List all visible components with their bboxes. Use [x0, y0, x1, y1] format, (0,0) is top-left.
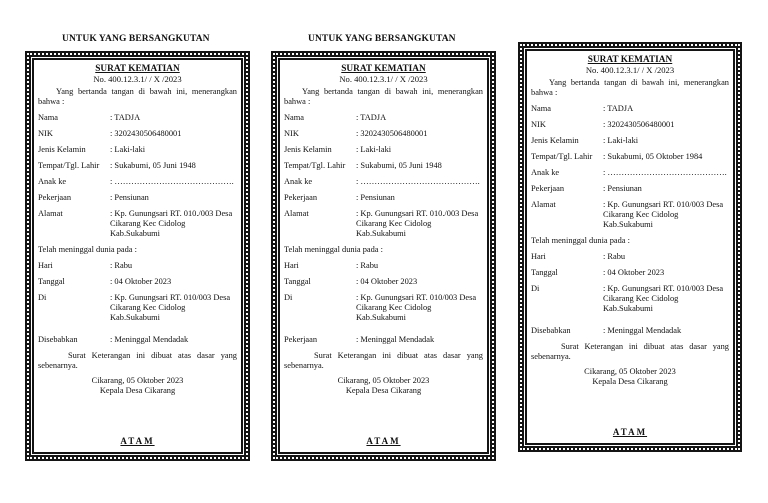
field-date — [531, 268, 729, 278]
field-label: Di — [38, 293, 47, 302]
field-nik — [38, 129, 237, 139]
field-address — [284, 209, 483, 239]
field-value: : Pensiunan — [603, 184, 642, 193]
field-birth — [531, 152, 729, 162]
field-value: : TADJA — [603, 104, 634, 113]
field-value: : Kp. Gunungsari RT. 010/003 Desa Cikarang Kec Cidolog Kab.Sukabumi — [110, 293, 231, 322]
death-certificate-card-2 — [271, 51, 496, 461]
field-date — [38, 277, 237, 287]
field-birth — [38, 161, 237, 171]
field-child-order — [38, 177, 237, 187]
signer-name: ATAM — [366, 436, 401, 446]
field-label: Di — [284, 293, 293, 302]
field-label: Alamat — [531, 200, 556, 209]
office-title: Kepala Desa Cikarang — [99, 386, 176, 395]
field-label: NIK — [38, 129, 53, 138]
field-day — [38, 261, 237, 271]
field-value: : ……………………………………. — [356, 177, 480, 186]
field-label: Disebabkan — [38, 335, 78, 344]
field-value: : 3202430506480001 — [356, 129, 428, 138]
field-value: : Laki-laki — [356, 145, 392, 154]
field-child-order — [531, 168, 729, 178]
office-title: Kepala Desa Cikarang — [345, 386, 422, 395]
field-label: NIK — [531, 120, 546, 129]
field-value: : Kp. Gunungsari RT. 010/003 Desa Cikarang Kec Cidolog Kab.Sukabumi — [603, 200, 724, 229]
signer-name: ATAM — [612, 427, 648, 437]
field-value: : 3202430506480001 — [603, 120, 675, 129]
field-value: : TADJA — [356, 113, 387, 122]
field-address — [38, 209, 237, 239]
field-value: : Laki-laki — [603, 136, 639, 145]
field-occupation — [38, 193, 237, 203]
field-place — [38, 293, 237, 323]
certificate-number: No. 400.12.3.1/ / X /2023 — [93, 74, 182, 84]
certificate-number: No. 400.12.3.1/ / X /2023 — [585, 65, 675, 75]
field-occupation — [284, 193, 483, 203]
field-label: Anak ke — [284, 177, 313, 186]
signer-name: ATAM — [120, 436, 155, 446]
field-value: : Meninggal Mendadak — [356, 335, 435, 344]
field-value: : TADJA — [110, 113, 141, 122]
caption-left: UNTUK YANG BERSANGKUTAN — [62, 34, 210, 44]
field-cause — [531, 326, 729, 336]
field-gender — [531, 136, 729, 146]
field-cause — [38, 335, 237, 345]
field-label: Jenis Kelamin — [531, 136, 579, 145]
field-value: : Sukabumi, 05 Juni 1948 — [356, 161, 442, 170]
field-value: : Pensiunan — [110, 193, 149, 202]
certificate-title: SURAT KEMATIAN — [587, 55, 673, 65]
field-value: : Kp. Gunungsari RT. 010./003 Desa Cikarang Kec Cidolog Kab.Sukabumi — [356, 209, 479, 238]
field-nik — [284, 129, 483, 139]
field-value: : Rabu — [356, 261, 379, 270]
field-label: Anak ke — [38, 177, 67, 186]
field-value: : 3202430506480001 — [110, 129, 182, 138]
field-label: Tempat/Tgl. Lahir — [531, 152, 593, 161]
field-label: Nama — [284, 113, 304, 122]
field-label: Tempat/Tgl. Lahir — [284, 161, 346, 170]
intro-text: Yang bertanda tangan di bawah ini, menerangkan bahwa : — [531, 78, 729, 97]
field-label: Jenis Kelamin — [284, 145, 332, 154]
field-value: : Meninggal Mendadak — [603, 326, 682, 335]
field-label: Hari — [284, 261, 299, 270]
field-value: : Kp. Gunungsari RT. 010/003 Desa Cikarang Kec Cidolog Kab.Sukabumi — [356, 293, 477, 322]
field-label: Tanggal — [38, 277, 65, 286]
intro-text: Yang bertanda tangan di bawah ini, menerangkan bahwa : — [284, 87, 483, 106]
certificate-title: SURAT KEMATIAN — [341, 64, 426, 74]
field-label: Pekerjaan — [284, 193, 318, 202]
field-label: Nama — [531, 104, 551, 113]
certificate-number: No. 400.12.3.1/ / X /2023 — [339, 74, 428, 84]
field-value: : 04 Oktober 2023 — [356, 277, 418, 286]
intro-text: Yang bertanda tangan di bawah ini, menerangkan bahwa : — [38, 87, 237, 106]
field-label: Tanggal — [531, 268, 558, 277]
field-label: Disebabkan — [531, 326, 571, 335]
caption-middle: UNTUK YANG BERSANGKUTAN — [308, 34, 456, 44]
field-value: : Sukabumi, 05 Oktober 1984 — [603, 152, 703, 161]
field-label: Jenis Kelamin — [38, 145, 86, 154]
field-label: Pekerjaan — [284, 335, 318, 344]
field-label: Pekerjaan — [38, 193, 72, 202]
field-value: : 04 Oktober 2023 — [603, 268, 665, 277]
place-date: Cikarang, 05 Oktober 2023 — [337, 376, 430, 385]
field-value: : Rabu — [110, 261, 133, 270]
field-value: : 04 Oktober 2023 — [110, 277, 172, 286]
field-child-order — [284, 177, 483, 187]
certificate-title: SURAT KEMATIAN — [95, 64, 180, 74]
field-label: Alamat — [284, 209, 309, 218]
field-day — [284, 261, 483, 271]
field-nik — [531, 120, 729, 130]
field-label: Alamat — [38, 209, 63, 218]
field-gender — [284, 145, 483, 155]
field-occupation — [531, 184, 729, 194]
field-label: Di — [531, 284, 540, 293]
field-value: : ……………………………………. — [603, 168, 727, 177]
death-heading: Telah meninggal dunia pada : — [531, 236, 630, 245]
field-cause — [284, 335, 483, 345]
field-value: : Meninggal Mendadak — [110, 335, 189, 344]
office-title: Kepala Desa Cikarang — [592, 377, 668, 386]
closing-text: Surat Keterangan ini dibuat atas dasar yang sebenarnya. — [284, 351, 483, 370]
field-value: : Laki-laki — [110, 145, 146, 154]
field-birth — [284, 161, 483, 171]
field-label: Anak ke — [531, 168, 560, 177]
field-place — [284, 293, 483, 323]
field-address — [531, 200, 729, 230]
place-date: Cikarang, 05 Oktober 2023 — [91, 376, 184, 385]
field-value: : Kp. Gunungsari RT. 010/003 Desa Cikarang Kec Cidolog Kab.Sukabumi — [603, 284, 724, 313]
field-value: : Sukabumi, 05 Juni 1948 — [110, 161, 196, 170]
field-name — [38, 113, 237, 123]
field-label: Pekerjaan — [531, 184, 565, 193]
closing-text: Surat Keterangan ini dibuat atas dasar yang sebenarnya. — [38, 351, 237, 370]
place-date: Cikarang, 05 Oktober 2023 — [584, 367, 676, 376]
death-heading: Telah meninggal dunia pada : — [284, 245, 383, 254]
death-heading: Telah meninggal dunia pada : — [38, 245, 137, 254]
field-label: Tempat/Tgl. Lahir — [38, 161, 100, 170]
field-date — [284, 277, 483, 287]
field-day — [531, 252, 729, 262]
closing-text: Surat Keterangan ini dibuat atas dasar yang sebenarnya. — [531, 342, 729, 361]
death-certificate-card-3 — [518, 42, 742, 452]
field-label: NIK — [284, 129, 299, 138]
field-label: Hari — [531, 252, 546, 261]
field-place — [531, 284, 729, 314]
field-name — [284, 113, 483, 123]
field-name — [531, 104, 729, 114]
field-label: Nama — [38, 113, 58, 122]
field-label: Hari — [38, 261, 53, 270]
field-gender — [38, 145, 237, 155]
field-value: : Kp. Gunungsari RT. 010./003 Desa Cikarang Kec Cidolog Kab.Sukabumi — [110, 209, 233, 238]
field-value: : Pensiunan — [356, 193, 395, 202]
field-value: : ……………………………………. — [110, 177, 234, 186]
field-label: Tanggal — [284, 277, 311, 286]
death-certificate-card-1 — [25, 51, 250, 461]
field-value: : Rabu — [603, 252, 626, 261]
